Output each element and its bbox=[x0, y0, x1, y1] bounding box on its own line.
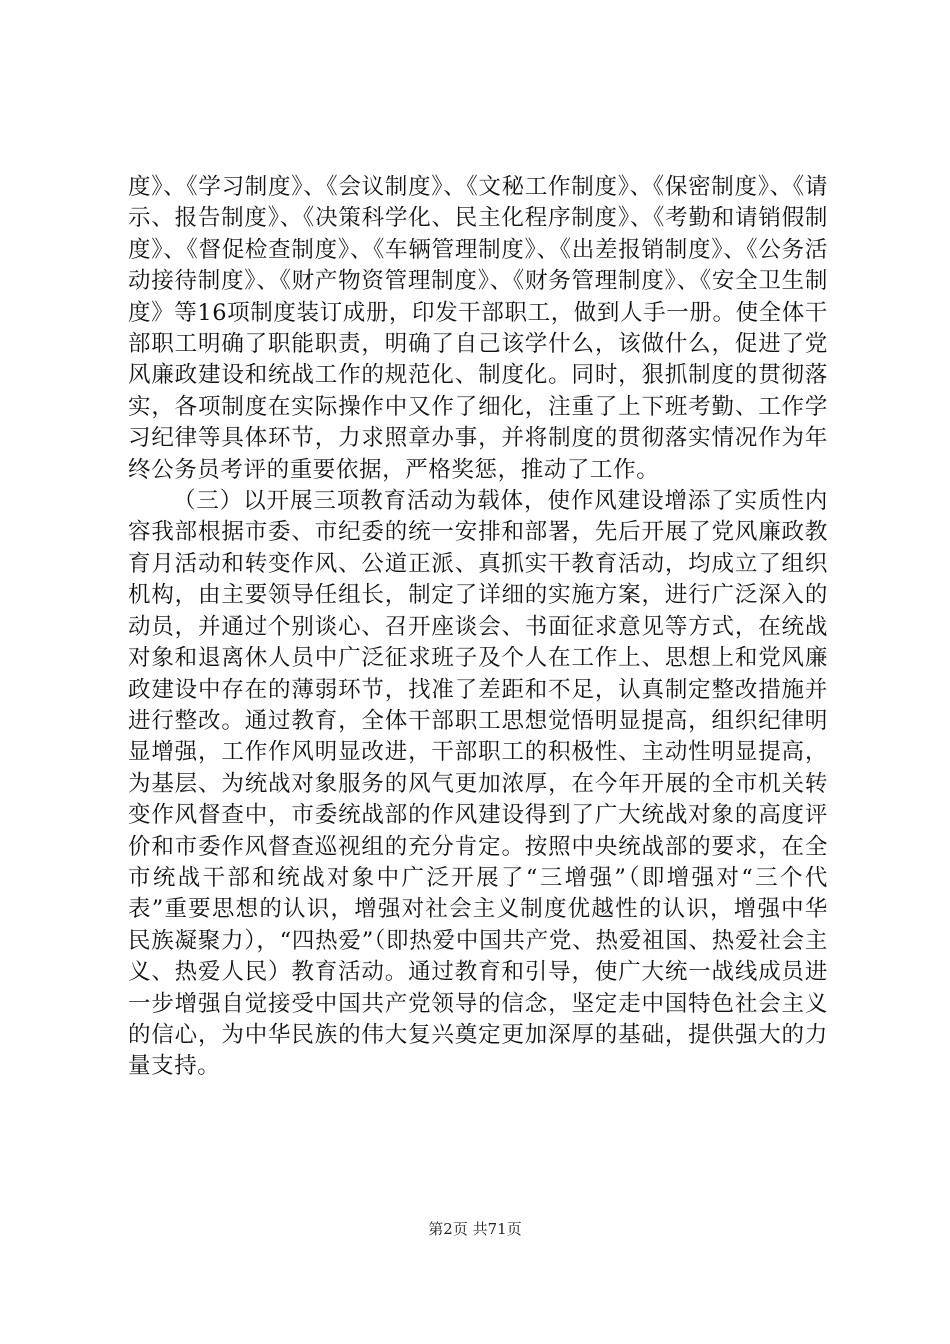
page-number-footer: 第2页 共71页 bbox=[428, 1220, 522, 1238]
paragraph-continued: 度》、《学习制度》、《会议制度》、《文秘工作制度》、《保密制度》、《请示、报告制度》、《决策科学化、民主化程序制度》、《考勤和请销假制度》、《督促检查制度》、《车辆管理制度》、《出差报销制度》、《公务活动接待制度》、《财产物资管理制度》、《财务管理制度》、《安全卫生制度》等16项制度装订成册，印发干部职工，做到人手一册。使全体干部职工明确了职能职责，明确了自己该学什么，该做什么，促进了党风廉政建设和统战工作的规范化、制度化。同时，狠抓制度的贯彻落实，各项制度在实际操作中又作了细化，注重了上下班考勤、工作学习纪律等具体环节，力求照章办事，并将制度的贯彻落实情况作为年终公务员考评的重要依据，严格奖惩，推动了工作。 bbox=[128, 174, 828, 483]
paragraph-section-three: （三）以开展三项教育活动为载体，使作风建设增添了实质性内容我部根据市委、市纪委的统一安排和部署，先后开展了党风廉政教育月活动和转变作风、公道正派、真抓实干教育活动，均成立了组织机构，由主要领导任组长，制定了详细的实施方案，进行广泛深入的动员，并通过个别谈心、召开座谈会、书面征求意见等方式，在统战对象和退离休人员中广泛征求班子及个人在工作上、思想上和党风廉政建设中存在的薄弱环节，找准了差距和不足，认真制定整改措施并进行整改。通过教育，全体干部职工思想觉悟明显提高，组织纪律明显增强，工作作风明显改进，干部职工的积极性、主动性明显提高，为基层、为统战对象服务的风气更加浓厚，在今年开展的全市机关转变作风督查中，市委统战部的作风建设得到了广大统战对象的高度评价和市委作风督查巡视组的充分肯定。按照中央统战部的要求，在全市统战干部和统战对象中广泛开展了“三增强”（即增强对“三个代表”重要思想的认识，增强对社会主义制度优越性的认识，增强中华民族凝聚力），“四热爱”（即热爱中国共产党、热爱祖国、热爱社会主义、热爱人民）教育活动。通过教育和引导，使广大统一战线成员进一步增强自觉接受中国共产党领导的信念，坚定走中国特色社会主义的信心，为中华民族的伟大复兴奠定更加深厚的基础，提供强大的力量支持。 bbox=[128, 488, 828, 1080]
document-body bbox=[128, 172, 828, 1083]
